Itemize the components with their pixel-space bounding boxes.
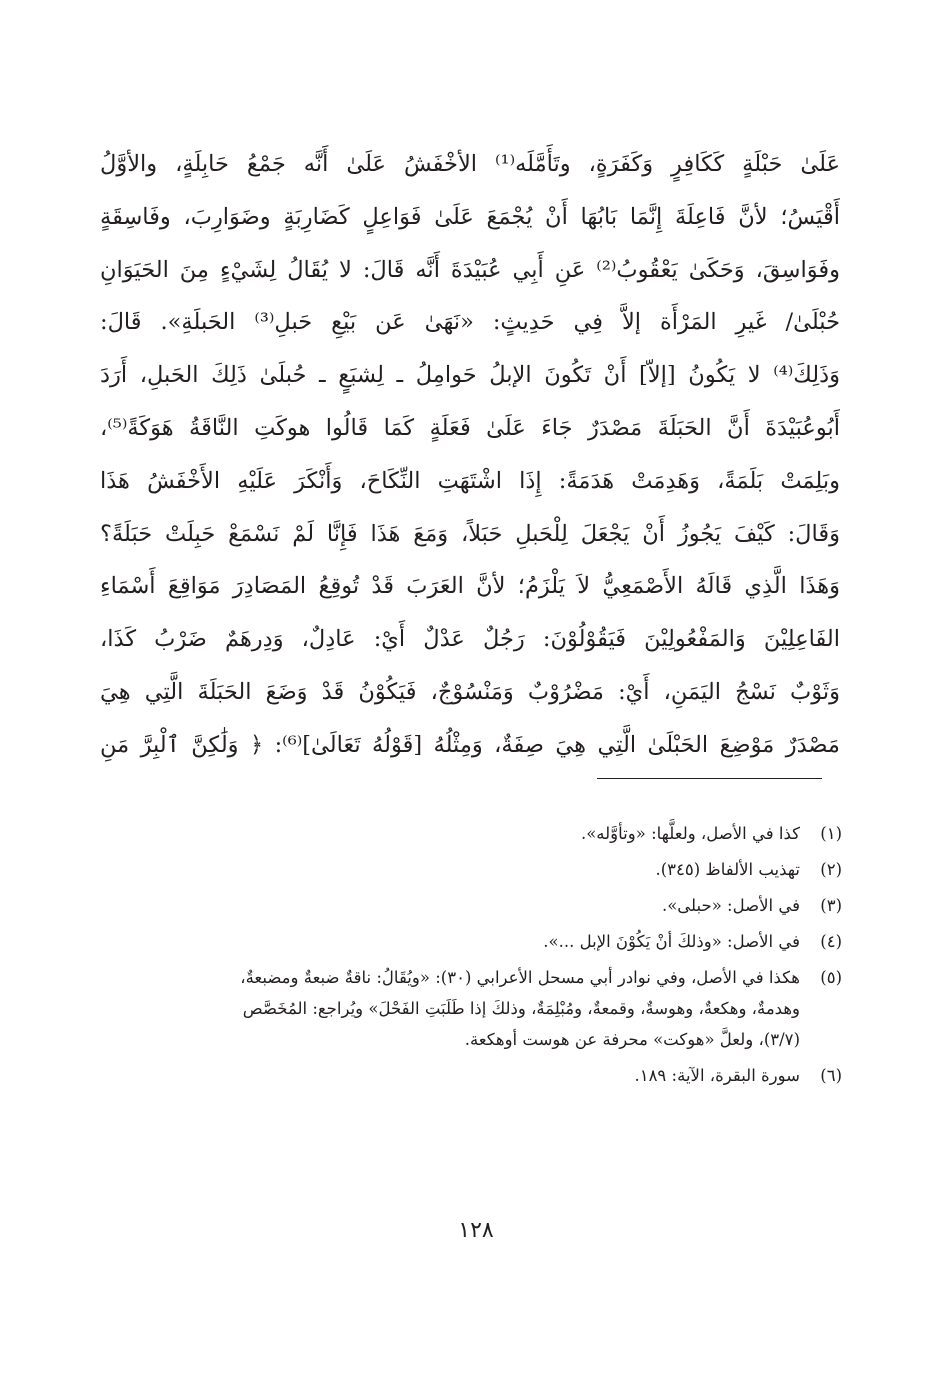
footnote-number: (٣) <box>820 896 842 915</box>
text-line: عَلَىٰ حَبْلَةٍ كَكَافِرٍ وَكَفَرَةٍ، وتَأَمَّلَه⁽¹⁾ الأخْفَشُ عَلَىٰ أَنَّه جَمْعُ حَابِلَةٍ، والأوَّلُ <box>100 151 840 177</box>
footnote-line: وهدمةٌ، وهكعةٌ، وهوسةٌ، وقمعةٌ، ومُبْلِمَةٌ، وذلكَ إذا طَلَبَتِ الفَحْلَ» ويُراجع: المُخَصَّص <box>242 999 800 1018</box>
footnote-number: (٢) <box>820 860 842 879</box>
footnote-line: في الأصل: «حبلى». <box>661 896 800 915</box>
text-line: الفَاعِلِيْنَ وَالمَفْعُولِيْنَ فَيَقُوْلُوْنَ: رَجُلٌ عَدْلٌ أَيْ: عَادِلٌ، وَدِرهَمٌ ضَرْبُ كَذَا، <box>100 626 840 653</box>
footnote-text <box>100 890 800 921</box>
footnote <box>100 1060 842 1091</box>
footnote-line: سورة البقرة، الآية: ١٨٩. <box>634 1066 800 1085</box>
text-line: أَقْيَسُ؛ لأنَّ فَاعِلَةَ إِنَّمَا بَابُهَا أَنْ يُجْمَعَ عَلَىٰ فَوَاعِلٍ كَضَارِبَةٍ وضَوَارِبَ، وفَاسِقَةٍ <box>100 203 840 230</box>
text-line: وَثَوْبٌ نَسْجُ اليَمَنِ، أَيْ: مَضْرُوْبٌ وَمَنْسُوْجٌ، فَيَكُوْنُ قَدْ وَضَعَ الحَبَلَةَ الَّتِي هِيَ <box>100 678 840 705</box>
text-line: وَذَلِكَ⁽⁴⁾ لا يَكُونُ [إلاّ] أَنْ تَكُونَ الإبلُ حَوامِلُ ـ لِشبَعٍ ـ حُبلَىٰ ذَلِكَ الحَبلِ، أَرَدَ <box>100 362 840 389</box>
main-text <box>100 138 840 772</box>
footnote-line: (٣/٧)، ولعلَّ «هوكت» محرفة عن هوست أوهكعة. <box>464 1030 800 1049</box>
footnote-line: في الأصل: «وذلكَ أنْ يَكُوْنَ الإبل ...». <box>543 932 800 951</box>
text-line: وبَلِمَتْ بَلَمَةً، وَهَدِمَتْ هَدَمَةً: إِذَا اشْتَهَتِ النِّكَاحَ، وَأَنْكَرَ عَلَيْهِ الأَخْفَشُ هَذَا <box>100 467 840 494</box>
footnotes <box>100 818 842 1096</box>
footnote-line: تهذيب الألفاظ (٣٤٥). <box>655 860 800 879</box>
footnote-separator <box>597 778 822 779</box>
footnote-number: (٤) <box>820 932 842 951</box>
footnote-line: هكذا في الأصل، وفي نوادر أبي مسحل الأعرابي (٣٠): «ويُقَالُ: ناقةٌ ضبعةٌ ومضبعةٌ، <box>240 968 800 987</box>
text-line: وَهَذَا الَّذِي قَالَهُ الأَصْمَعِيُّ لاَ يَلْزَمُ؛ لأنَّ العَرَبَ قَدْ تُوقِعُ المَصَادِرَ مَوَاقِعَ أَسْمَاءِ <box>100 573 840 600</box>
footnote-text <box>100 854 800 885</box>
footnote-number: (١) <box>820 824 842 843</box>
footnote-text <box>100 818 800 849</box>
footnote-number: (٥) <box>820 968 842 987</box>
text-line: حُبْلَىٰ/ غَيرِ المَرْأَة إلاَّ فِي حَدِيثٍ: «نَهَىٰ عَن بَيْعِ حَبلِ⁽³⁾ الحَبلَةِ». قَالَ: <box>100 309 840 336</box>
text-line: وفَوَاسِقَ، وَحَكَىٰ يَعْقُوبُ⁽²⁾ عَنِ أَبِي عُبَيْدَةَ أَنَّه قَالَ: لا يُقَالُ لِشَيْءٍ مِنَ الحَيَوَانِ <box>100 256 840 283</box>
text-line: أَبُوعُبَيْدَةَ أَنَّ الحَبَلَةَ مَصْدَرٌ جَاءَ عَلَىٰ فَعَلَةٍ كَمَا قَالُوا هوكَتِ النَّاقَةُ هَوَكَةً⁽⁵⁾، <box>100 414 840 441</box>
footnote-line: كذا في الأصل، ولعلَّها: «وتأوَّله». <box>580 824 800 843</box>
footnote-text <box>100 1060 800 1091</box>
footnote-text <box>100 962 800 1055</box>
footnote <box>100 962 842 1055</box>
footnote <box>100 926 842 957</box>
footnote <box>100 854 842 885</box>
footnote-text <box>100 926 800 957</box>
footnote <box>100 890 842 921</box>
footnote <box>100 818 842 849</box>
text-line: مَصْدَرٌ مَوْضِعَ الحَبْلَىٰ الَّتِي هِيَ صِفَةٌ، وَمِثْلُهُ [قَوْلُهُ تَعَالَىٰ]⁽⁶⁾: ﴿ وَلَٰكِنَّ ٱلْبِرَّ مَنِ <box>100 731 840 758</box>
page-number: ١٢٨ <box>458 1218 494 1243</box>
footnote-number: (٦) <box>820 1066 842 1085</box>
text-line: وَقَالَ: كَيْفَ يَجُوزُ أَنْ يَجْعَلَ لِلْحَبلِ حَبَلاً، وَمَعَ هَذَا فَإِنَّا لَمْ نَسْمَعْ حَبِلَتْ حَبَلَةً؟ <box>100 520 840 547</box>
